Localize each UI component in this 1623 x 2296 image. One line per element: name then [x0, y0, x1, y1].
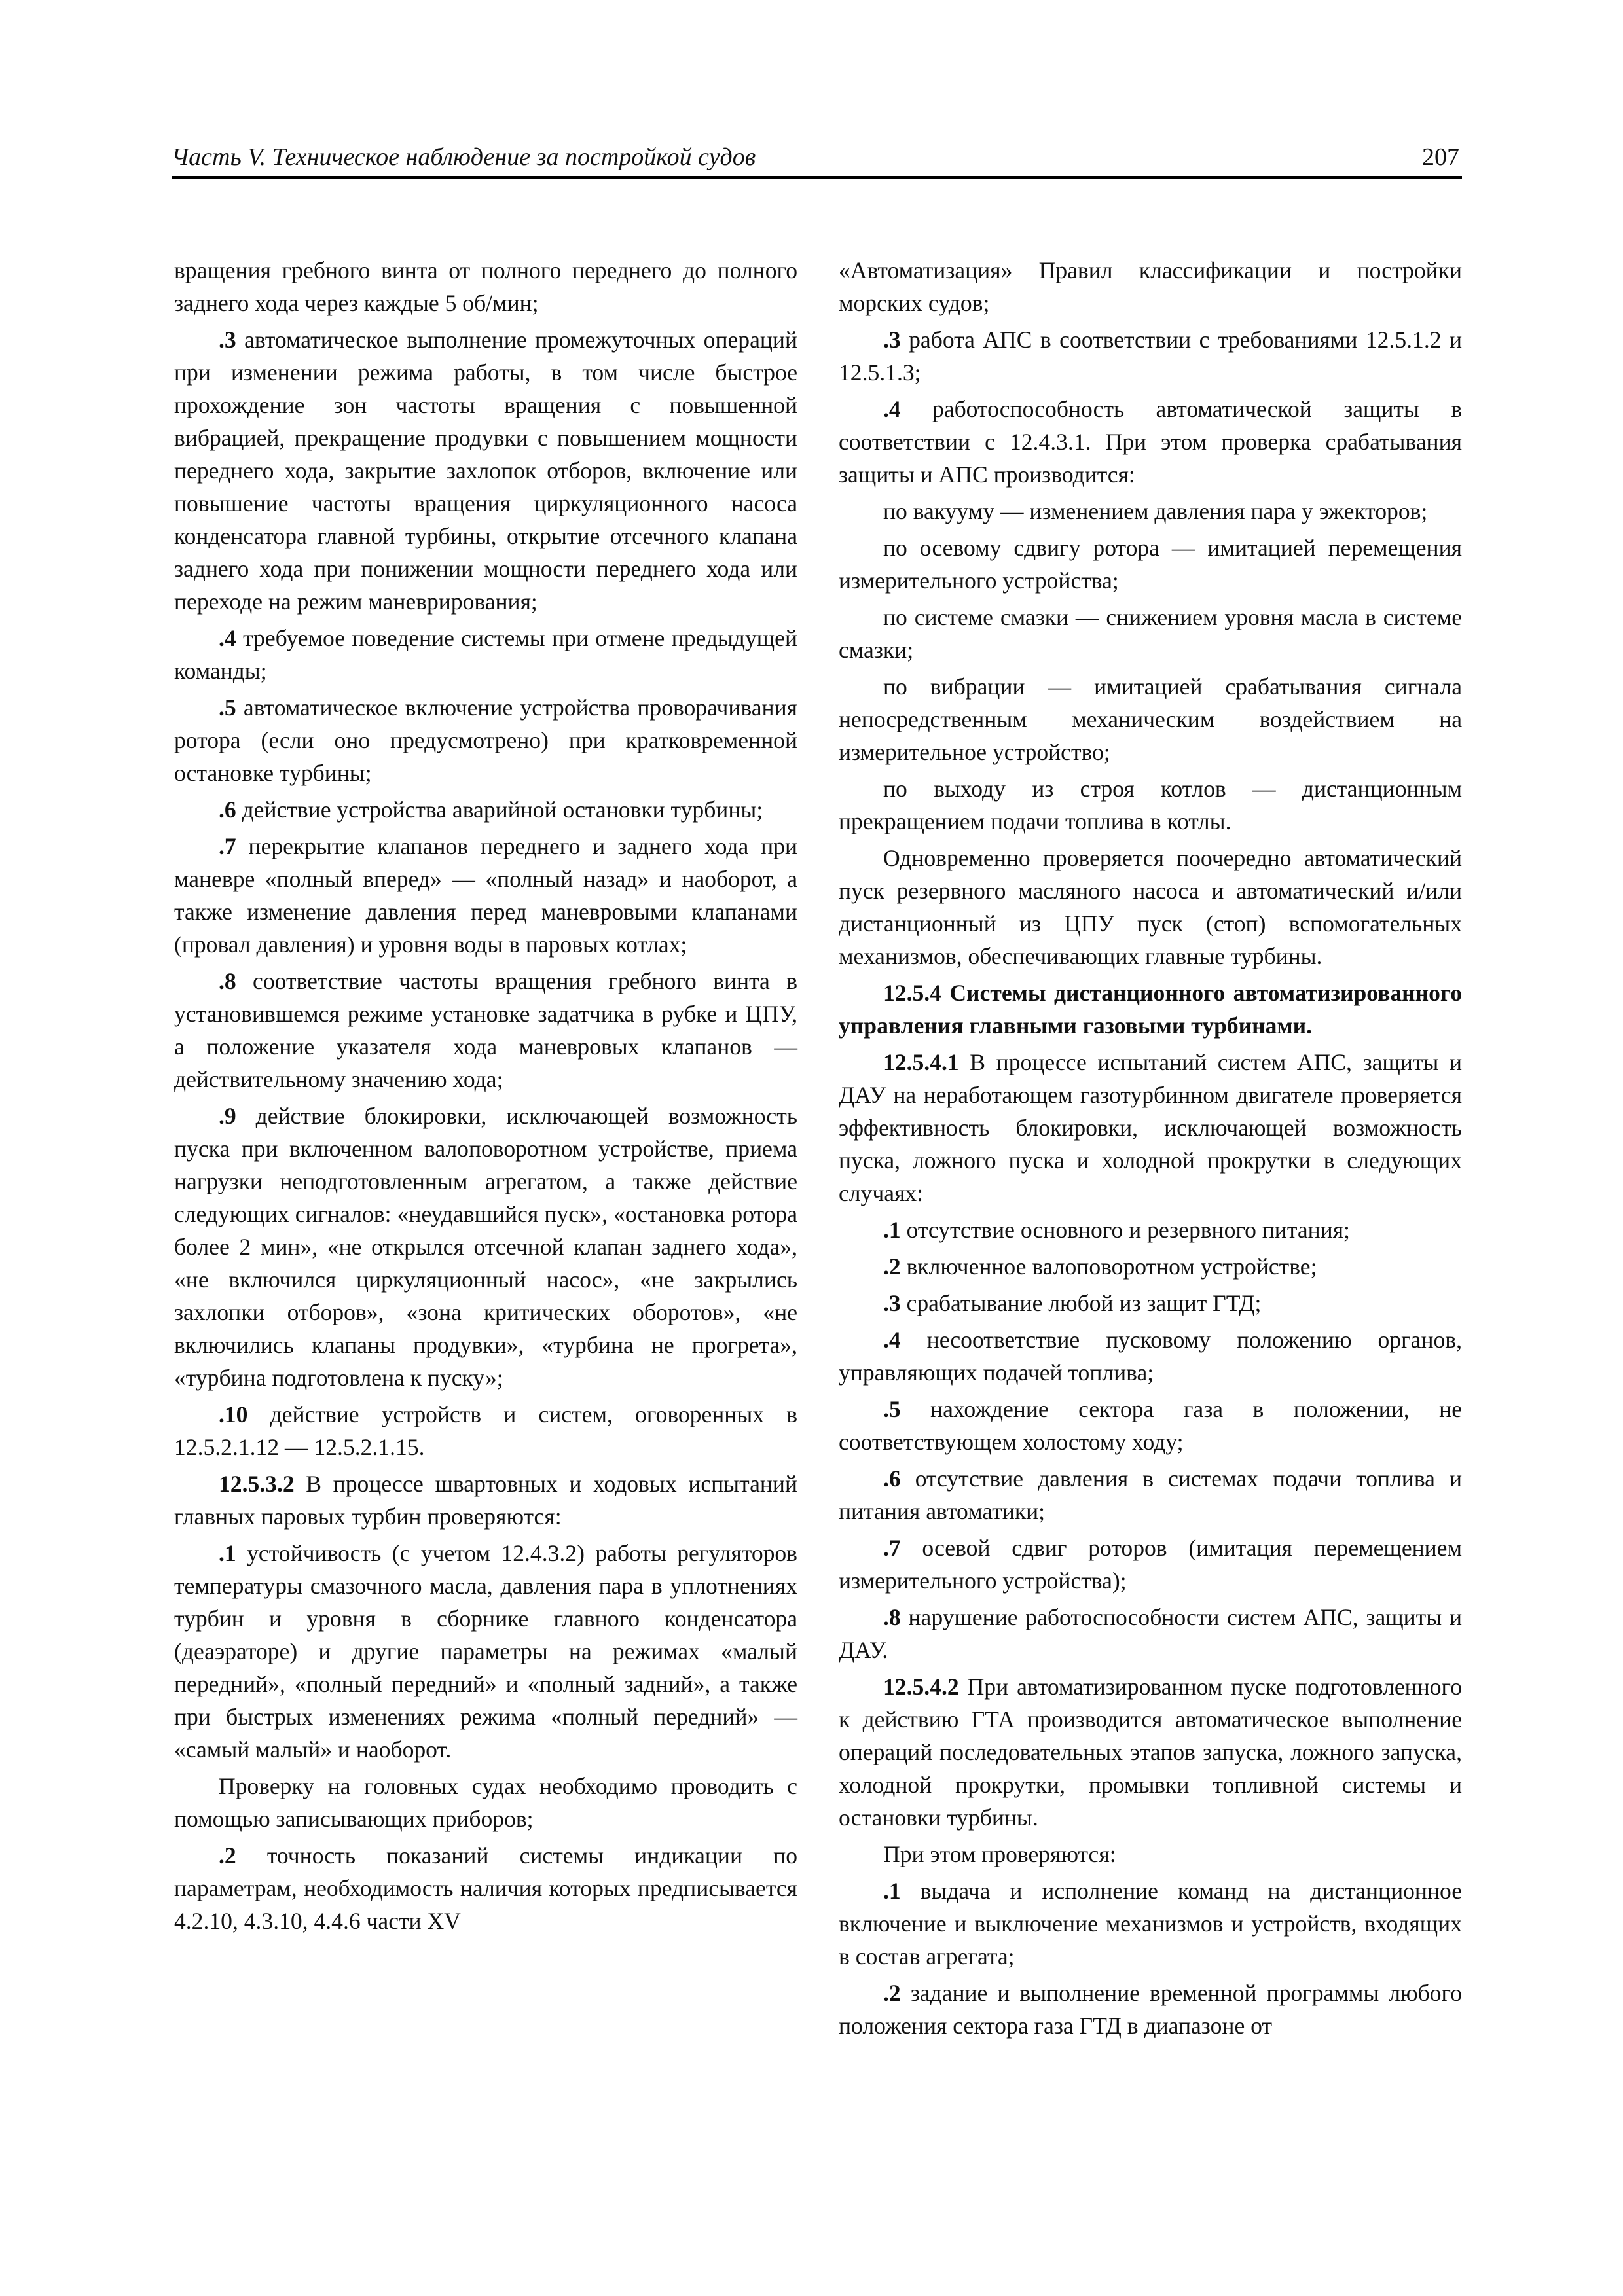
item-number: .4 — [883, 396, 901, 422]
paragraph — [839, 1838, 1462, 1871]
item-number: .5 — [219, 694, 236, 721]
paragraph-text: нахождение сектора газа в положении, не соответствующем холостому ходу; — [839, 1396, 1462, 1455]
running-title: Часть V. Техническое наблюдение за постройкой судов — [172, 143, 756, 171]
paragraph-text: выдача и исполнение команд на дистанционное включение и выключение механизмов и устройств, входящих в состав агрегата; — [839, 1878, 1462, 1969]
page-number: 207 — [1422, 143, 1459, 171]
paragraph — [839, 1393, 1462, 1458]
paragraph — [174, 1100, 797, 1394]
item-number: .1 — [219, 1540, 236, 1566]
item-number: .6 — [883, 1465, 901, 1492]
paragraph — [839, 323, 1462, 389]
paragraph — [839, 1532, 1462, 1597]
paragraph — [839, 670, 1462, 768]
paragraph — [174, 793, 797, 826]
heading-text: 12.5.4 Системы дистанционного автоматизированного управления главными газовыми турбинами. — [839, 980, 1462, 1039]
item-number: .7 — [219, 833, 236, 859]
item-number: .3 — [883, 1290, 901, 1316]
paragraph — [174, 830, 797, 961]
paragraph — [839, 1323, 1462, 1389]
paragraph-text: вращения гребного винта от полного переднего до полного заднего хода через каждые 5 об/мин; — [174, 257, 797, 316]
paragraph — [839, 254, 1462, 319]
item-number: 12.5.4.2 — [883, 1674, 959, 1700]
paragraph — [839, 393, 1462, 491]
item-number: .10 — [219, 1401, 248, 1427]
item-number: .4 — [219, 625, 236, 651]
paragraph-text: соответствие частоты вращения гребного винта в установившемся режиме установке задатчика в рубке и ЦПУ, а положение указателя хода маневровых клапанов — действительному значению хода; — [174, 968, 797, 1092]
paragraph-text: устойчивость (с учетом 12.4.3.2) работы регуляторов температуры смазочного масла, давления пара в уплотнениях турбин и уровня в сборнике главного конденсатора (деаэраторе) и другие параметры на режимах «малый передний», «полный передний» и «полный задний», а также при быстрых изменениях режима «полный передний» — «самый малый» и наоборот. — [174, 1540, 797, 1763]
paragraph — [839, 1287, 1462, 1319]
paragraph — [174, 1467, 797, 1533]
item-number: .2 — [883, 1980, 901, 2006]
item-number: .8 — [883, 1604, 901, 1630]
paragraph-text: по выходу из строя котлов — дистанционным прекращением подачи топлива в котлы. — [839, 776, 1462, 834]
paragraph-text: работа АПС в соответствии с требованиями 12.5.1.2 и 12.5.1.3; — [839, 327, 1462, 386]
paragraph-text: автоматическое включение устройства проворачивания ротора (если оно предусмотрено) при кратковременной остановке турбины; — [174, 694, 797, 786]
item-number: .1 — [883, 1217, 901, 1243]
paragraph — [174, 691, 797, 789]
paragraph-text: включенное валоповоротном устройстве; — [900, 1253, 1317, 1280]
paragraph — [174, 254, 797, 319]
item-number: .9 — [219, 1103, 236, 1129]
paragraph-text: действие устройств и систем, оговоренных в 12.5.2.1.12 — 12.5.2.1.15. — [174, 1401, 797, 1460]
item-number: .5 — [883, 1396, 901, 1422]
paragraph — [174, 1537, 797, 1766]
right-column — [839, 254, 1462, 2042]
paragraph-text: перекрытие клапанов переднего и заднего хода при маневре «полный вперед» — «полный назад» и наоборот, а также изменение давления перед маневровыми клапанами (провал давления) и уровня воды в паровых котлах; — [174, 833, 797, 958]
paragraph-text: по вакууму — изменением давления пара у эжекторов; — [883, 498, 1428, 524]
paragraph-text: задание и выполнение временной программы любого положения сектора газа ГТД в диапазоне от — [839, 1980, 1462, 2039]
paragraph — [839, 1670, 1462, 1834]
paragraph — [839, 1601, 1462, 1666]
paragraph-text: Одновременно проверяется поочередно автоматический пуск резервного масляного насоса и автоматический и/или дистанционный из ЦПУ пуск (стоп) вспомогательных механизмов, обеспечивающих главные турбины. — [839, 845, 1462, 969]
page-header — [172, 143, 1462, 179]
paragraph-text: При автоматизированном пуске подготовленного к действию ГТА производится автоматическое выполнение операций последовательных этапов запуска, ложного запуска, холодной прокрутки, промывки топливной системы и остановки турбины. — [839, 1674, 1462, 1831]
paragraph-text: срабатывание любой из защит ГТД; — [900, 1290, 1262, 1316]
paragraph-text: действие блокировки, исключающей возможность пуска при включенном валоповоротном устройстве, приема нагрузки неподготовленным агрегатом, а также действие следующих сигналов: «неудавшийся пуск», «остановка ротора более 2 мин», «не открылся отсечной клапан заднего хода», «не включился циркуляционный насос», «не закрылись захлопки отборов», «зона критических оборотов», «не включились клапаны продувки», «турбина не прогрета», «турбина подготовлена к пуску»; — [174, 1103, 797, 1391]
item-number: .3 — [883, 327, 901, 353]
paragraph — [174, 1770, 797, 1835]
paragraph-text: автоматическое выполнение промежуточных операций при изменении режима работы, в том числе быстрое прохождение зон частоты вращения с повышенной вибрацией, прекращение продувки с повышением мощности переднего хода, закрытие захлопок отборов, включение или повышение частоты вращения циркуляционного насоса конденсатора главной турбины, открытие отсечного клапана заднего хода при понижении мощности переднего хода или переходе на режим маневрирования; — [174, 327, 797, 615]
item-number: 12.5.3.2 — [219, 1471, 295, 1497]
paragraph-text: При этом проверяются: — [883, 1841, 1116, 1867]
paragraph-text: по системе смазки — снижением уровня масла в системе смазки; — [839, 604, 1462, 663]
paragraph-text: требуемое поведение системы при отмене предыдущей команды; — [174, 625, 797, 684]
paragraph-text: «Автоматизация» Правил классификации и постройки морских судов; — [839, 257, 1462, 316]
paragraph-text: Проверку на головных судах необходимо проводить с помощью записывающих приборов; — [174, 1773, 797, 1832]
paragraph — [839, 1046, 1462, 1210]
item-number: .7 — [883, 1535, 901, 1561]
paragraph-text: работоспособность автоматической защиты в соответствии с 12.4.3.1. При этом проверка срабатывания защиты и АПС производится: — [839, 396, 1462, 488]
paragraph — [174, 1839, 797, 1937]
paragraph-text: по осевому сдвигу ротора — имитацией перемещения измерительного устройства; — [839, 535, 1462, 594]
paragraph-text: действие устройства аварийной остановки турбины; — [236, 797, 763, 823]
item-number: .6 — [219, 797, 236, 823]
left-column — [174, 254, 797, 1937]
paragraph — [839, 495, 1462, 528]
paragraph-text: осевой сдвиг роторов (имитация перемещением измерительного устройства); — [839, 1535, 1462, 1594]
paragraph — [839, 1250, 1462, 1283]
paragraph — [839, 842, 1462, 973]
item-number: .8 — [219, 968, 236, 994]
paragraph — [174, 622, 797, 687]
paragraph — [174, 323, 797, 618]
paragraph — [839, 1462, 1462, 1528]
paragraph — [174, 1398, 797, 1463]
paragraph — [839, 601, 1462, 666]
section-heading — [839, 977, 1462, 1042]
item-number: .2 — [883, 1253, 901, 1280]
item-number: .2 — [219, 1842, 236, 1869]
paragraph-text: нарушение работоспособности систем АПС, защиты и ДАУ. — [839, 1604, 1462, 1663]
paragraph-text: по вибрации — имитацией срабатывания сигнала непосредственным механическим воздействием на измерительное устройство; — [839, 673, 1462, 765]
paragraph-text: В процессе испытаний систем АПС, защиты и ДАУ на неработающем газотурбинном двигателе проверяется эффективность блокировки, исключающей возможность пуска, ложного пуска и холодной прокрутки в следующих случаях: — [839, 1049, 1462, 1206]
paragraph-text: отсутствие основного и резервного питания; — [900, 1217, 1350, 1243]
paragraph-text: В процессе швартовных и ходовых испытаний главных паровых турбин проверяются: — [174, 1471, 797, 1530]
paragraph — [839, 772, 1462, 838]
item-number: .1 — [883, 1878, 901, 1904]
item-number: 12.5.4.1 — [883, 1049, 959, 1075]
paragraph — [839, 1213, 1462, 1246]
paragraph — [174, 965, 797, 1096]
item-number: .4 — [883, 1327, 901, 1353]
paragraph-text: отсутствие давления в системах подачи топлива и питания автоматики; — [839, 1465, 1462, 1524]
paragraph — [839, 531, 1462, 597]
paragraph-text: несоответствие пусковому положению органов, управляющих подачей топлива; — [839, 1327, 1462, 1386]
item-number: .3 — [219, 327, 236, 353]
paragraph — [839, 1977, 1462, 2042]
paragraph-text: точность показаний системы индикации по параметрам, необходимость наличия которых предписывается 4.2.10, 4.3.10, 4.4.6 части XV — [174, 1842, 797, 1934]
paragraph — [839, 1874, 1462, 1973]
